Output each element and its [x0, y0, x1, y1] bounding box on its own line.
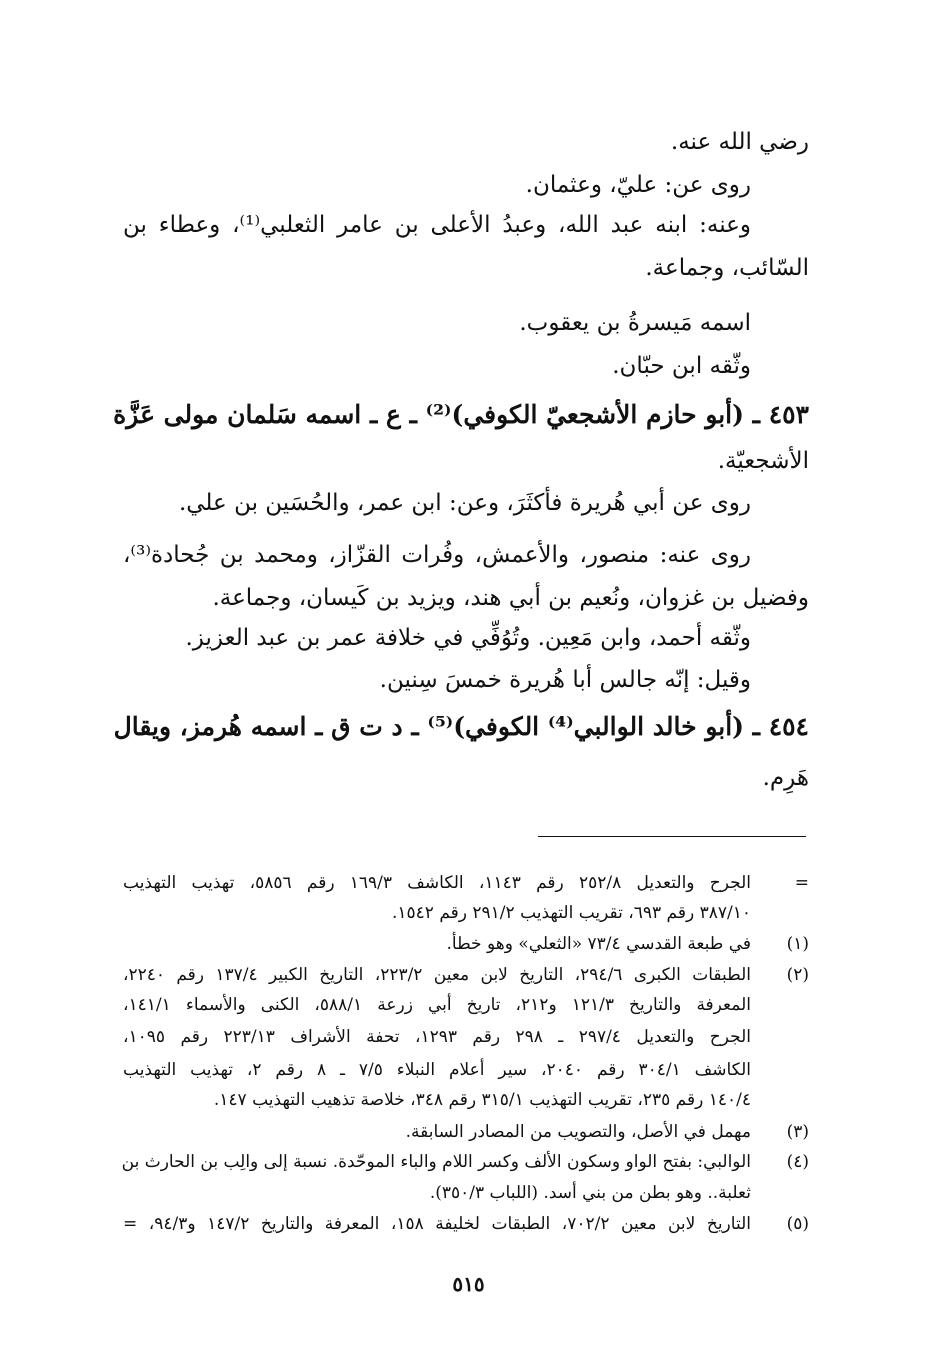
footnote-line: المعرفة والتاريخ ١٢١/٣ و٢١٢، تاريخ أبي زرعة ٥٨٨/١، الكنى والأسماء ١٤١/١،: [123, 995, 751, 1015]
main-text-line: وقيل: إنّه جالس أبا هُريرة خمسَ سِنين.: [379, 667, 751, 693]
page-number: ٥١٥: [452, 1272, 485, 1296]
entry-heading-453: ٤٥٣ ـ (أبو حازم الأشجعيّ الكوفي)⁽²⁾ ـ ع ـ اسمه سَلمان مولى عَزَّة: [113, 400, 809, 429]
main-text-line: وفضيل بن غزوان، ونُعيم بن أبي هند، ويزيد بن كَيسان، وجماعة.: [212, 585, 809, 611]
footnote-marker: (٤): [786, 1152, 809, 1172]
main-text-line: وثّقه أحمد، وابن مَعِين. وتُوُفِّي في خلافة عمر بن عبد العزيز.: [185, 625, 751, 651]
entry-heading-454: ٤٥٤ ـ (أبو خالد الوالبي⁽⁴⁾ الكوفي)⁽⁵⁾ ـ د ت ق ـ اسمه هُرمز، ويقال: [113, 712, 809, 741]
main-text-line: وثّقه ابن حبّان.: [612, 353, 751, 379]
footnote-marker: (١): [786, 934, 809, 954]
footnote-line: الجرح والتعديل ٢٩٧/٤ ـ ٢٩٨ رقم ١٢٩٣، تحفة الأشراف ٢٢٣/١٣ رقم ١٠٩٥،: [123, 1027, 751, 1047]
main-text-line: السّائب، وجماعة.: [645, 255, 809, 281]
footnote-marker: (٢): [786, 965, 809, 985]
main-text-line: رضي الله عنه.: [670, 129, 809, 155]
footnote-separator: [538, 836, 806, 837]
footnote-marker: (٥): [786, 1214, 809, 1234]
main-text-line: وعنه: ابنه عبد الله، وعبدُ الأعلى بن عامر الثعلبي⁽¹⁾، وعطاء بن: [123, 212, 752, 238]
footnote-line: التاريخ لابن معين ٧٠٢/٢، الطبقات لخليفة ١٥٨، المعرفة والتاريخ ١٤٧/٢ و٩٤/٣، =: [123, 1214, 751, 1234]
footnote-line: الجرح والتعديل ٢٥٢/٨ رقم ١١٤٣، الكاشف ١٦٩/٣ رقم ٥٨٥٦، تهذيب التهذيب: [123, 873, 751, 893]
main-text-line: روى عن أبي هُريرة فأكثَرَ، وعن: ابن عمر، والحُسَين بن علي.: [178, 490, 751, 516]
footnote-line: ٣٨٧/١٠ رقم ٦٩٣، تقريب التهذيب ٢٩١/٢ رقم ١٥٤٢.: [392, 903, 751, 923]
footnote-line: مهمل في الأصل، والتصويب من المصادر السابقة.: [405, 1122, 751, 1142]
footnote-line: الطبقات الكبرى ٢٩٤/٦، التاريخ لابن معين ٢٢٣/٢، التاريخ الكبير ١٣٧/٤ رقم ٢٢٤٠،: [123, 965, 751, 985]
footnote-line: في طبعة القدسي ٧٣/٤ «الثعلي» وهو خطأ.: [446, 934, 751, 954]
footnote-marker: (٣): [786, 1122, 809, 1142]
footnote-line: الوالبي: بفتح الواو وسكون الألف وكسر اللام والباء الموحّدة. نسبة إلى والِب بن الحارث بن: [121, 1152, 751, 1172]
main-text-line: هَرِم.: [762, 765, 809, 791]
main-text-line: الأشجعيّة.: [717, 448, 809, 474]
footnote-line: الكاشف ٣٠٤/١ رقم ٢٠٤٠، سير أعلام النبلاء ٧/٥ ـ ٨ رقم ٢، تهذيب التهذيب: [123, 1060, 751, 1080]
main-text-line: اسمه مَيسرةُ بن يعقوب.: [519, 310, 751, 336]
main-text-line: روى عن: عليّ، وعثمان.: [525, 172, 751, 198]
main-text-line: روى عنه: منصور، والأعمش، وفُرات القزّاز، ومحمد بن جُحادة⁽³⁾،: [123, 542, 751, 568]
footnote-line: ثعلبة.. وهو بطن من بني أسد. (اللباب ٣٥٠/٣).: [429, 1183, 751, 1203]
footnote-marker: =: [794, 873, 809, 893]
footnote-line: ١٤٠/٤ رقم ٢٣٥، تقريب التهذيب ٣١٥/١ رقم ٣٤٨، خلاصة تذهيب التهذيب ١٤٧.: [213, 1090, 751, 1110]
